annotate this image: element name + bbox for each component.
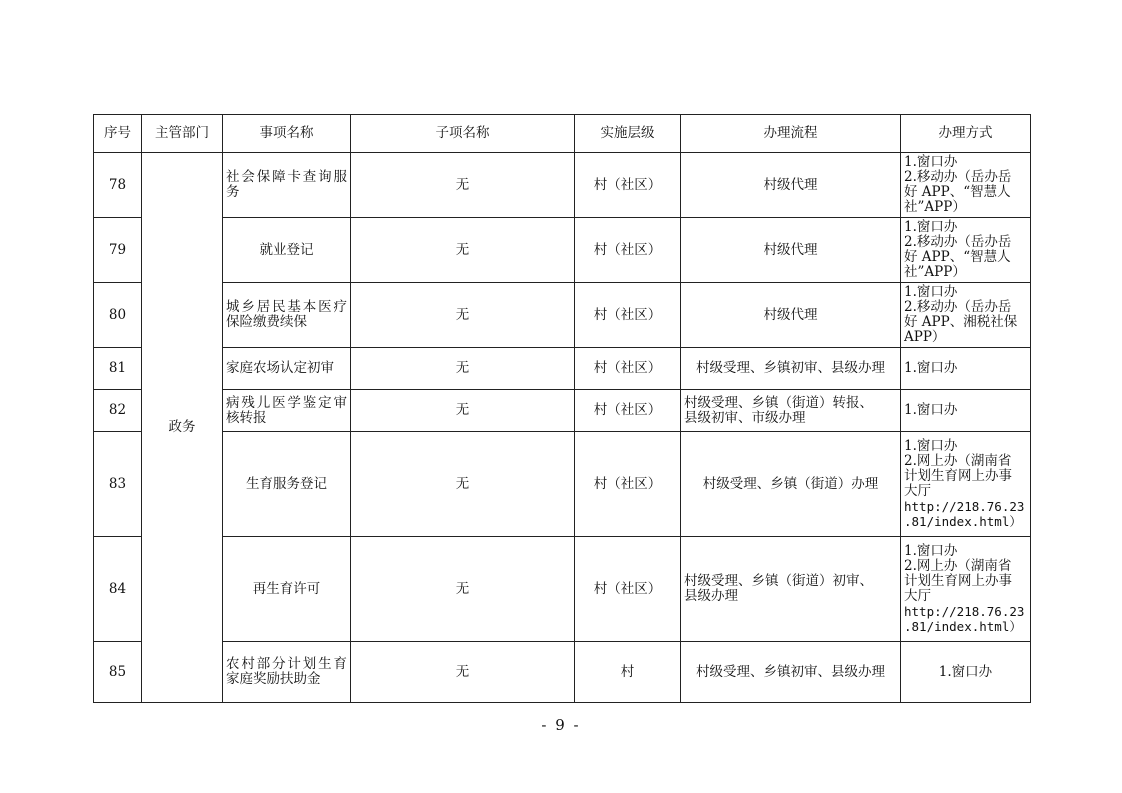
serial-number-cell: 78	[94, 153, 142, 218]
level-cell: 村（社区）	[575, 390, 681, 432]
method-line: 计划生育网上办事	[904, 573, 1012, 589]
serial-number-cell: 85	[94, 642, 142, 703]
level-cell: 村（社区）	[575, 348, 681, 390]
level-cell: 村（社区）	[575, 432, 681, 537]
method-url-line: .81/index.html）	[904, 619, 1022, 634]
method-cell	[901, 283, 1031, 348]
method-cell	[901, 390, 1031, 432]
process-cell	[681, 153, 901, 218]
serial-number-cell: 82	[94, 390, 142, 432]
sub-item-cell: 无	[351, 432, 575, 537]
method-cell	[901, 218, 1031, 283]
process-line: 村级代理	[763, 241, 818, 258]
process-line: 村级受理、乡镇（街道）初审、	[684, 573, 873, 589]
process-line: 村级代理	[763, 176, 818, 193]
level-cell: 村（社区）	[575, 283, 681, 348]
level-cell: 村（社区）	[575, 153, 681, 218]
header-serial-number: 序号	[94, 115, 142, 153]
department-cell: 政务	[142, 153, 223, 703]
header-sub-item-name: 子项名称	[351, 115, 575, 153]
sub-item-cell: 无	[351, 218, 575, 283]
method-line: 1.窗口办	[904, 154, 958, 170]
process-cell	[681, 537, 901, 642]
method-line: 大厅	[904, 483, 931, 499]
process-line: 县级办理	[684, 588, 738, 604]
table-header-row	[94, 115, 1031, 153]
sub-item-cell: 无	[351, 390, 575, 432]
method-line: 社”APP）	[904, 199, 966, 215]
method-line: 2.移动办（岳办岳	[904, 169, 1012, 185]
method-cell	[901, 153, 1031, 218]
page-number: - 9 -	[541, 716, 581, 734]
item-name-cell: 家庭农场认定初审	[223, 348, 351, 390]
service-items-table	[93, 114, 1031, 703]
process-cell	[681, 642, 901, 703]
item-name-cell: 病残儿医学鉴定审核转报	[223, 390, 351, 432]
method-line: 2.移动办（岳办岳	[904, 299, 1012, 315]
item-name-cell: 生育服务登记	[223, 432, 351, 537]
method-line: 好 APP、“智慧人	[904, 249, 1011, 265]
process-cell	[681, 283, 901, 348]
process-line: 村级代理	[763, 306, 818, 323]
level-cell: 村	[575, 642, 681, 703]
method-cell	[901, 537, 1031, 642]
header-process: 办理流程	[681, 115, 901, 153]
method-line: 1.窗口办	[904, 438, 958, 454]
process-cell	[681, 432, 901, 537]
table-row	[94, 348, 1031, 390]
process-line: 村级受理、乡镇初审、县级办理	[696, 360, 885, 376]
sub-item-cell: 无	[351, 283, 575, 348]
level-cell: 村（社区）	[575, 537, 681, 642]
method-url-line: http://218.76.23	[904, 499, 1025, 514]
item-name-cell: 再生育许可	[223, 537, 351, 642]
process-line: 村级受理、乡镇（街道）办理	[702, 475, 879, 492]
method-line: 2.网上办（湖南省	[904, 558, 1012, 574]
method-line: 1.窗口办	[904, 360, 958, 376]
header-method: 办理方式	[901, 115, 1031, 153]
method-line: 2.网上办（湖南省	[904, 453, 1012, 469]
table-body	[94, 153, 1031, 703]
method-line: 1.窗口办	[904, 219, 958, 235]
method-line: 1.窗口办	[904, 543, 958, 559]
sub-item-cell: 无	[351, 153, 575, 218]
process-cell	[681, 390, 901, 432]
method-cell	[901, 348, 1031, 390]
sub-item-cell: 无	[351, 537, 575, 642]
serial-number-cell: 83	[94, 432, 142, 537]
item-name-cell: 城乡居民基本医疗保险缴费续保	[223, 283, 351, 348]
method-line: 大厅	[904, 588, 931, 604]
serial-number-cell: 81	[94, 348, 142, 390]
header-item-name: 事项名称	[223, 115, 351, 153]
method-line: 社”APP）	[904, 264, 966, 280]
method-cell	[901, 432, 1031, 537]
table-row	[94, 390, 1031, 432]
method-line: 1.窗口办	[938, 663, 993, 680]
table-row	[94, 283, 1031, 348]
method-line: 好 APP、湘税社保	[904, 314, 1018, 330]
process-cell	[681, 348, 901, 390]
process-cell	[681, 218, 901, 283]
method-line: 1.窗口办	[904, 284, 958, 300]
process-line: 县级初审、市级办理	[684, 409, 806, 426]
table-row	[94, 642, 1031, 703]
method-url-line: http://218.76.23	[904, 604, 1025, 619]
sub-item-cell: 无	[351, 348, 575, 390]
table-row	[94, 537, 1031, 642]
method-url-line: .81/index.html）	[904, 514, 1022, 529]
process-line: 村级受理、乡镇初审、县级办理	[696, 663, 885, 680]
method-line: 好 APP、“智慧人	[904, 184, 1011, 200]
method-line: 2.移动办（岳办岳	[904, 234, 1012, 250]
table-row	[94, 153, 1031, 218]
item-name-cell: 农村部分计划生育家庭奖励扶助金	[223, 642, 351, 703]
serial-number-cell: 79	[94, 218, 142, 283]
header-implementation-level: 实施层级	[575, 115, 681, 153]
item-name-cell: 就业登记	[223, 218, 351, 283]
item-name-cell: 社会保障卡查询服务	[223, 153, 351, 218]
method-line: 计划生育网上办事	[904, 468, 1012, 484]
serial-number-cell: 84	[94, 537, 142, 642]
header-department: 主管部门	[142, 115, 223, 153]
level-cell: 村（社区）	[575, 218, 681, 283]
serial-number-cell: 80	[94, 283, 142, 348]
table-row	[94, 432, 1031, 537]
method-line: APP）	[904, 329, 946, 345]
sub-item-cell: 无	[351, 642, 575, 703]
table-row	[94, 218, 1031, 283]
method-line: 1.窗口办	[904, 402, 958, 418]
method-cell	[901, 642, 1031, 703]
process-line: 村级受理、乡镇（街道）转报、	[684, 394, 873, 411]
